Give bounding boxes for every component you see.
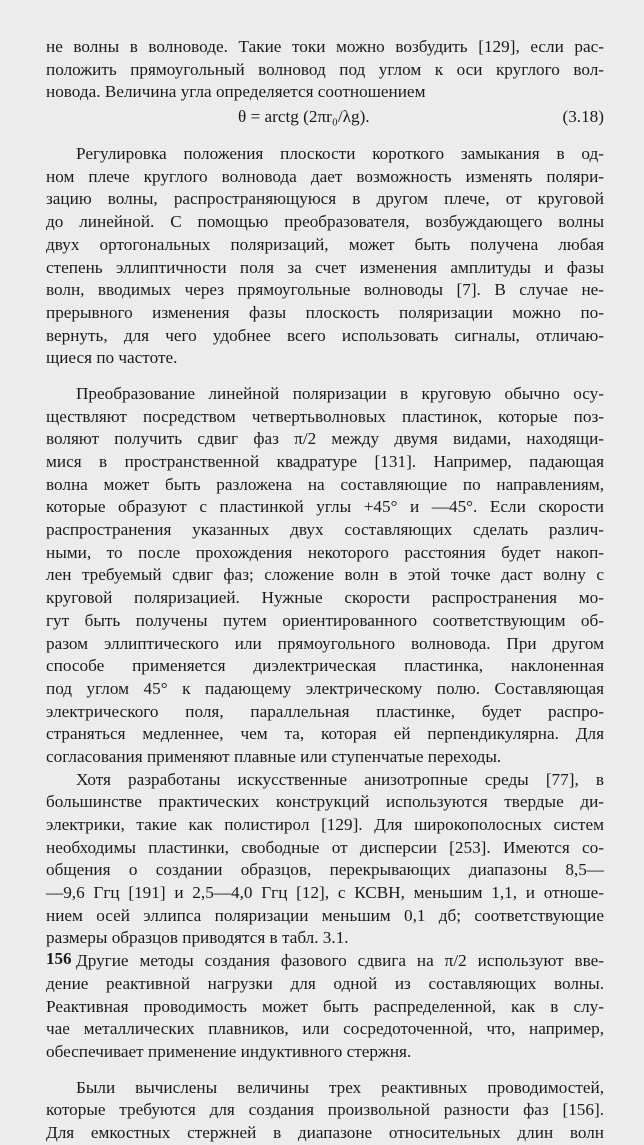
equation-number: (3.18) [562,107,604,127]
text-line: вернуть, для чего удобнее всего использовать сигналы, отличаю- [46,325,604,345]
text-line: электрического поля, параллельная пластинке, будет распро- [46,701,604,721]
paragraph-4 [46,769,604,951]
text-line: положить прямоугольный волновод под углом к оси круглого вол- [46,59,604,79]
text-line: Были вычислены величины трех реактивных проводимостей, [76,1077,604,1097]
page-body-text [46,36,604,1145]
text-line: которые образуют с пластинкой углы +45° и —45°. Если скорости [46,497,604,517]
text-line: нием осей эллипса поляризации меньшим 0,1 дб; соответствующие [46,905,604,925]
text-line: до линейной. С помощью преобразователя, возбуждающего волны [46,212,604,232]
paragraph-3 [46,383,604,769]
text-line: щиеся по частоте. [46,348,178,368]
page-number: 156 [46,949,72,968]
paragraph-spacer [46,370,604,383]
paragraph-6 [46,1077,604,1145]
text-line: электрики, такие как полистирол [129]. Для широкополосных систем [46,815,604,834]
text-line: чае металлических плавников, или сосредоточенной, что, например, [46,1019,604,1039]
paragraph-spacer [46,130,604,143]
text-line: гут быть получены путем ориентированного соответствующим об- [46,610,604,630]
text-line: распространения указанных двух составляющих сделать различ- [46,520,604,540]
text-line: зацию волны, распространяющуюся в другом плече, от круговой [46,189,604,209]
equation-expression: θ = arctg (2πr₀/λg). [238,107,370,127]
text-line: под углом 45° к падающему электрическому полю. Составляющая [46,678,604,698]
text-line: воляют получить сдвиг фаз π/2 между двумя видами, находящи- [46,429,604,449]
text-line: лен требуемый сдвиг фаз; сложение волн в этой точке даст волну с [46,565,604,585]
text-line: Преобразование линейной поляризации в круговую обычно осу- [76,383,604,403]
text-line: Реактивная проводимость может быть распределенной, как в слу- [46,996,604,1016]
text-line: разом эллиптического или прямоугольного волновода. При другом [46,633,604,653]
text-line: не волны в волноводе. Такие токи можно возбудить [129], если рас- [46,37,604,56]
text-line: которые требуются для создания произвольной разности фаз [156]. [46,1100,604,1120]
text-line: ществляют посредством четвертьволновых пластинок, которые поз- [46,406,604,426]
text-line: степень эллиптичности поля за счет изменения амплитуды и фазы [46,257,604,277]
text-line: согласования применяют плавные или ступенчатые переходы. [46,746,502,766]
text-line: новода. Величина угла определяется соотношением [46,82,426,102]
text-line: ном плече круглого волновода дает возможность изменять поляри- [46,166,604,186]
text-line: круговой поляризацией. Нужные скорости распространения мо- [46,588,604,608]
text-line: необходимы пластинки, свободные от дисперсии [253]. Имеются со- [46,837,604,857]
text-line: Другие методы создания фазового сдвига на π/2 используют вве- [76,951,604,971]
paragraph-1 [46,36,604,104]
text-line: страняться медленнее, чем та, которая ей перпендикулярна. Для [46,724,604,744]
text-line: ными, то после прохождения некоторого расстояния будет накоп- [46,542,604,562]
paragraph-spacer [46,1064,604,1077]
text-line: Регулировка положения плоскости короткого замыкания в од- [76,144,604,164]
text-line: обеспечивает применение индуктивного стержня. [46,1041,412,1061]
text-line: мися в пространственной квадратуре [131]. Например, падающая [46,452,604,471]
text-line: общения о создании образцов, перекрывающих диапазоны 8,5— [46,860,604,880]
text-line: волна может быть разложена на составляющие по направлениям, [46,474,604,494]
text-line: прерывного изменения фазы плоскость поляризации можно по- [46,302,604,322]
text-line: двух ортогональных поляризаций, может быть получена любая [46,234,604,254]
paragraph-5 [46,950,604,1063]
equation-3-18 [46,104,604,130]
text-line: дение реактивной нагрузки для одной из составляющих волны. [46,973,604,993]
text-line: способе применяется диэлектрическая пластинка, наклоненная [46,656,604,676]
text-line: Для емкостных стержней в диапазоне относительных длин волн [46,1122,604,1142]
text-line: Хотя разработаны искусственные анизотропные среды [77], в [76,769,604,789]
paragraph-2 [46,143,604,370]
text-line: большинстве практических конструкций используются твердые ди- [46,792,604,812]
text-line: размеры образцов приводятся в табл. 3.1. [46,928,349,948]
text-line: волн, вводимых через прямоугольные волноводы [7]. В случае не- [46,280,604,300]
text-line: —9,6 Ггц [191] и 2,5—4,0 Ггц [12], с КСВН, меньшим 1,1, и отноше- [46,883,604,903]
